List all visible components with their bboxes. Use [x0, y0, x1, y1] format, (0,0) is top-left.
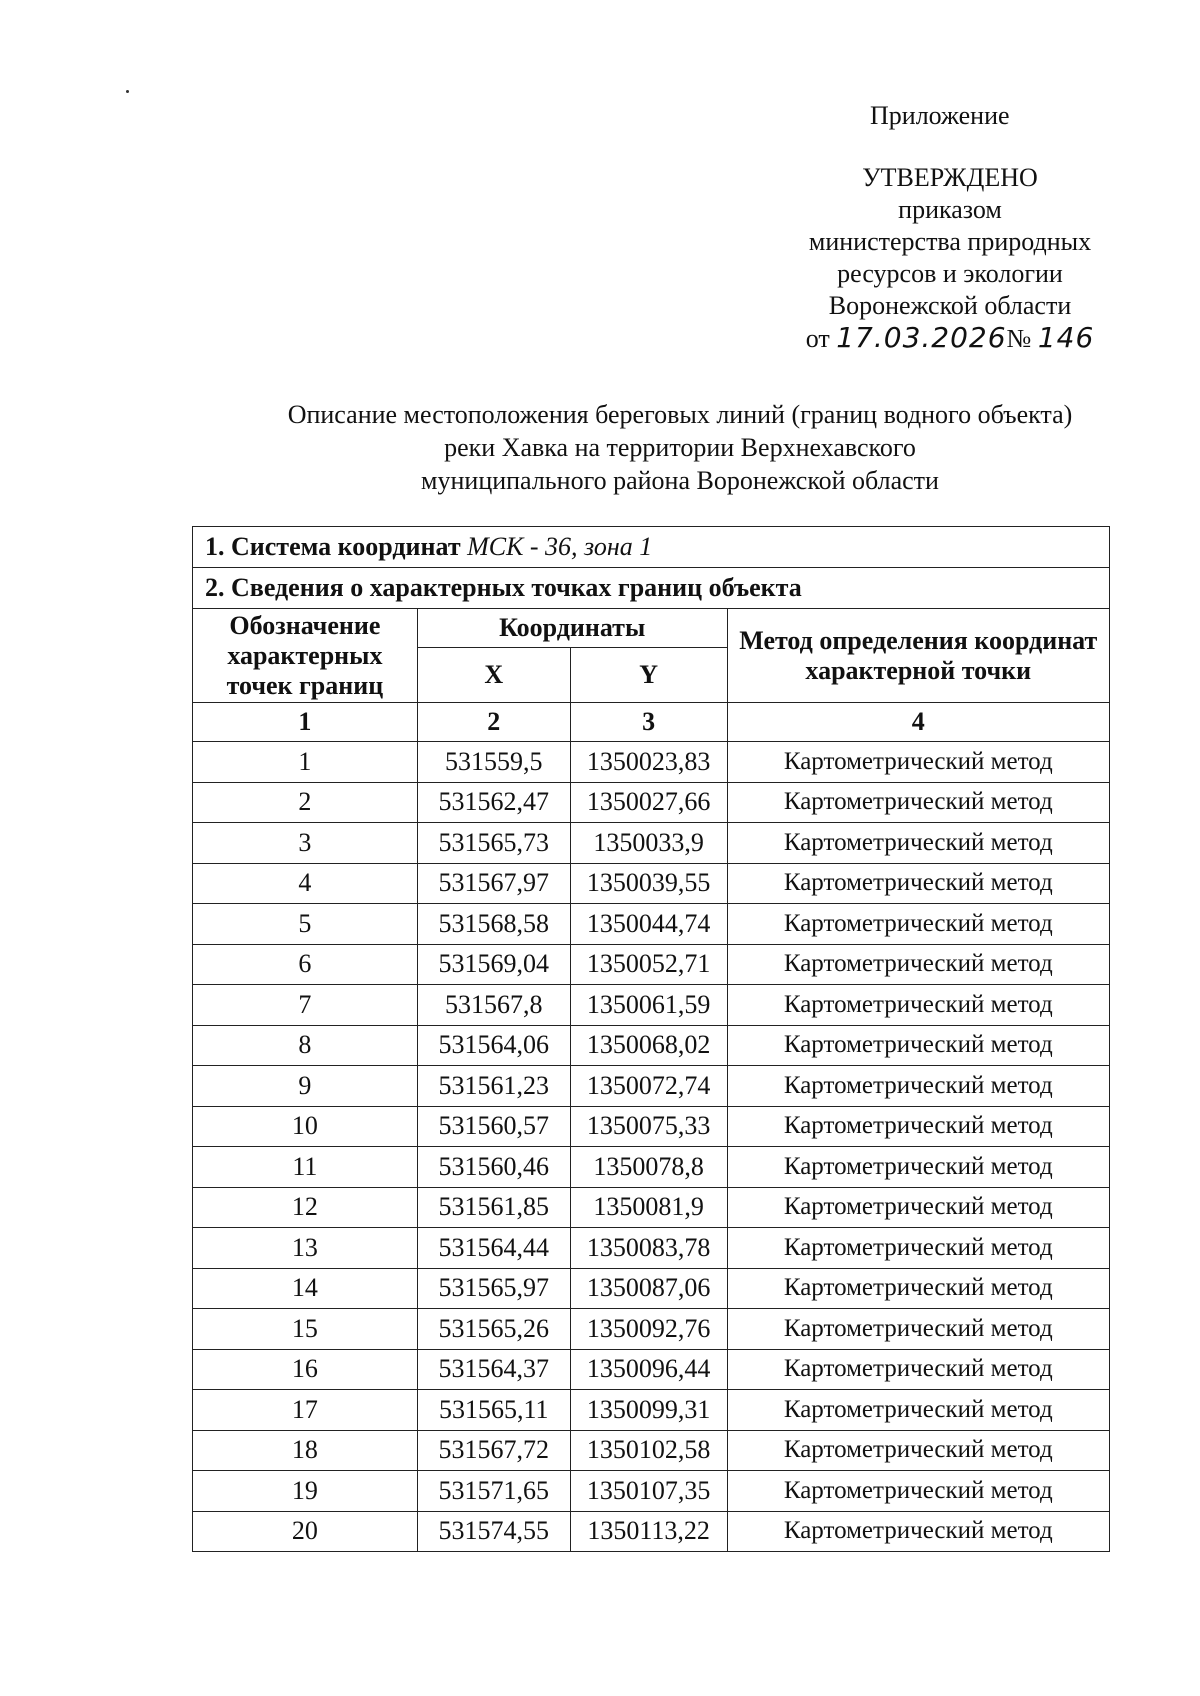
x-coordinate-cell: 531567,72	[417, 1430, 570, 1471]
point-number-cell: 7	[193, 985, 418, 1026]
y-coordinate-cell: 1350027,66	[570, 782, 727, 823]
method-header: Метод определения координат характерной точки	[727, 609, 1109, 703]
method-cell: Картометрический метод	[727, 1309, 1109, 1350]
column-number-row	[193, 703, 1110, 742]
table-row	[193, 1511, 1110, 1552]
x-coordinate-cell: 531565,11	[417, 1390, 570, 1431]
point-number-cell: 9	[193, 1066, 418, 1107]
y-coordinate-cell: 1350061,59	[570, 985, 727, 1026]
handwritten-date: 17.03.2026	[836, 321, 1007, 354]
x-coordinate-cell: 531564,06	[417, 1025, 570, 1066]
method-cell: Картометрический метод	[727, 1228, 1109, 1269]
point-number-cell: 5	[193, 904, 418, 945]
y-coordinate-cell: 1350039,55	[570, 863, 727, 904]
table-row	[193, 1471, 1110, 1512]
approval-line-2: министерства природных	[808, 227, 1092, 256]
point-number-cell: 12	[193, 1187, 418, 1228]
y-coordinate-cell: 1350096,44	[570, 1349, 727, 1390]
coordinate-system-label: 1. Система координат	[205, 532, 461, 561]
y-coordinate-cell: 1350023,83	[570, 742, 727, 783]
method-cell: Картометрический метод	[727, 1147, 1109, 1188]
table-body	[193, 742, 1110, 1552]
point-number-cell: 2	[193, 782, 418, 823]
point-number-cell: 16	[193, 1349, 418, 1390]
point-number-cell: 20	[193, 1511, 418, 1552]
x-coordinate-cell: 531564,44	[417, 1228, 570, 1269]
y-header: Y	[570, 648, 727, 703]
method-cell: Картометрический метод	[727, 1511, 1109, 1552]
table-row	[193, 1309, 1110, 1350]
title-line-1: Описание местоположения береговых линий (границ водного объекта)	[287, 400, 1073, 429]
point-number-cell: 4	[193, 863, 418, 904]
table-row	[193, 985, 1110, 1026]
date-prefix: от	[805, 324, 830, 353]
number-sign: №	[1006, 324, 1032, 353]
method-cell: Картометрический метод	[727, 1268, 1109, 1309]
handwritten-number: 146	[1037, 321, 1095, 354]
method-cell: Картометрический метод	[727, 782, 1109, 823]
y-coordinate-cell: 1350044,74	[570, 904, 727, 945]
x-coordinate-cell: 531562,47	[417, 782, 570, 823]
method-cell: Картометрический метод	[727, 904, 1109, 945]
y-coordinate-cell: 1350075,33	[570, 1106, 727, 1147]
x-coordinate-cell: 531565,26	[417, 1309, 570, 1350]
approval-date-line	[790, 322, 1110, 355]
coordinates-header: Координаты	[417, 609, 727, 648]
table-row	[193, 1430, 1110, 1471]
table-row	[193, 1390, 1110, 1431]
table-row	[193, 1228, 1110, 1269]
approved-label: УТВЕРЖДЕНО	[862, 163, 1038, 192]
x-coordinate-cell: 531560,57	[417, 1106, 570, 1147]
x-coordinate-cell: 531565,97	[417, 1268, 570, 1309]
x-coordinate-cell: 531561,23	[417, 1066, 570, 1107]
y-coordinate-cell: 1350113,22	[570, 1511, 727, 1552]
method-cell: Картометрический метод	[727, 742, 1109, 783]
y-coordinate-cell: 1350102,58	[570, 1430, 727, 1471]
y-coordinate-cell: 1350099,31	[570, 1390, 727, 1431]
table-row	[193, 904, 1110, 945]
approval-block	[790, 100, 1110, 355]
y-coordinate-cell: 1350092,76	[570, 1309, 727, 1350]
column-number-4: 4	[727, 703, 1109, 742]
point-number-cell: 6	[193, 944, 418, 985]
table-row	[193, 1025, 1110, 1066]
point-number-cell: 13	[193, 1228, 418, 1269]
point-number-cell: 8	[193, 1025, 418, 1066]
coordinate-system-value: МСК - 36, зона 1	[467, 532, 653, 561]
table-row	[193, 944, 1110, 985]
approval-line-1: приказом	[898, 195, 1002, 224]
table-row	[193, 1066, 1110, 1107]
method-cell: Картометрический метод	[727, 1349, 1109, 1390]
y-coordinate-cell: 1350078,8	[570, 1147, 727, 1188]
points-info-row	[193, 568, 1110, 609]
x-coordinate-cell: 531564,37	[417, 1349, 570, 1390]
title-line-3: муниципального района Воронежской области	[421, 466, 939, 495]
point-number-cell: 1	[193, 742, 418, 783]
x-coordinate-cell: 531574,55	[417, 1511, 570, 1552]
x-coordinate-cell: 531567,97	[417, 863, 570, 904]
y-coordinate-cell: 1350087,06	[570, 1268, 727, 1309]
y-coordinate-cell: 1350107,35	[570, 1471, 727, 1512]
table-row	[193, 1147, 1110, 1188]
method-cell: Картометрический метод	[727, 1106, 1109, 1147]
x-coordinate-cell: 531569,04	[417, 944, 570, 985]
point-number-cell: 19	[193, 1471, 418, 1512]
coordinate-system-cell	[193, 527, 1110, 568]
x-coordinate-cell: 531568,58	[417, 904, 570, 945]
title-line-2: реки Хавка на территории Верхнехавского	[444, 433, 916, 462]
y-coordinate-cell: 1350068,02	[570, 1025, 727, 1066]
y-coordinate-cell: 1350072,74	[570, 1066, 727, 1107]
appendix-label: Приложение	[870, 101, 1010, 130]
designation-header: Обозначение характерных точек границ	[193, 609, 418, 703]
document-title	[200, 398, 1160, 497]
y-coordinate-cell: 1350083,78	[570, 1228, 727, 1269]
x-header: X	[417, 648, 570, 703]
header-row-1	[193, 609, 1110, 648]
approval-line-4: Воронежской области	[828, 291, 1072, 320]
x-coordinate-cell: 531571,65	[417, 1471, 570, 1512]
coordinates-table	[192, 526, 1110, 1552]
point-number-cell: 3	[193, 823, 418, 864]
method-cell: Картометрический метод	[727, 823, 1109, 864]
method-cell: Картометрический метод	[727, 985, 1109, 1026]
table-row	[193, 742, 1110, 783]
coordinate-system-row	[193, 527, 1110, 568]
x-coordinate-cell: 531561,85	[417, 1187, 570, 1228]
y-coordinate-cell: 1350052,71	[570, 944, 727, 985]
table-row	[193, 1268, 1110, 1309]
column-number-1: 1	[193, 703, 418, 742]
table-row	[193, 863, 1110, 904]
x-coordinate-cell: 531559,5	[417, 742, 570, 783]
column-number-2: 2	[417, 703, 570, 742]
method-cell: Картометрический метод	[727, 1471, 1109, 1512]
point-number-cell: 17	[193, 1390, 418, 1431]
method-cell: Картометрический метод	[727, 1187, 1109, 1228]
point-number-cell: 11	[193, 1147, 418, 1188]
method-cell: Картометрический метод	[727, 1066, 1109, 1107]
method-cell: Картометрический метод	[727, 863, 1109, 904]
table-row	[193, 1106, 1110, 1147]
point-number-cell: 15	[193, 1309, 418, 1350]
table-row	[193, 823, 1110, 864]
points-info-label: 2. Сведения о характерных точках границ объекта	[193, 568, 1110, 609]
table-row	[193, 782, 1110, 823]
method-cell: Картометрический метод	[727, 1390, 1109, 1431]
y-coordinate-cell: 1350033,9	[570, 823, 727, 864]
table-row	[193, 1349, 1110, 1390]
point-number-cell: 18	[193, 1430, 418, 1471]
point-number-cell: 14	[193, 1268, 418, 1309]
point-number-cell: 10	[193, 1106, 418, 1147]
table-row	[193, 1187, 1110, 1228]
method-cell: Картометрический метод	[727, 1430, 1109, 1471]
x-coordinate-cell: 531567,8	[417, 985, 570, 1026]
method-cell: Картометрический метод	[727, 1025, 1109, 1066]
y-coordinate-cell: 1350081,9	[570, 1187, 727, 1228]
column-number-3: 3	[570, 703, 727, 742]
scan-speck	[126, 90, 129, 93]
method-cell: Картометрический метод	[727, 944, 1109, 985]
x-coordinate-cell: 531565,73	[417, 823, 570, 864]
approval-line-3: ресурсов и экологии	[837, 259, 1063, 288]
x-coordinate-cell: 531560,46	[417, 1147, 570, 1188]
